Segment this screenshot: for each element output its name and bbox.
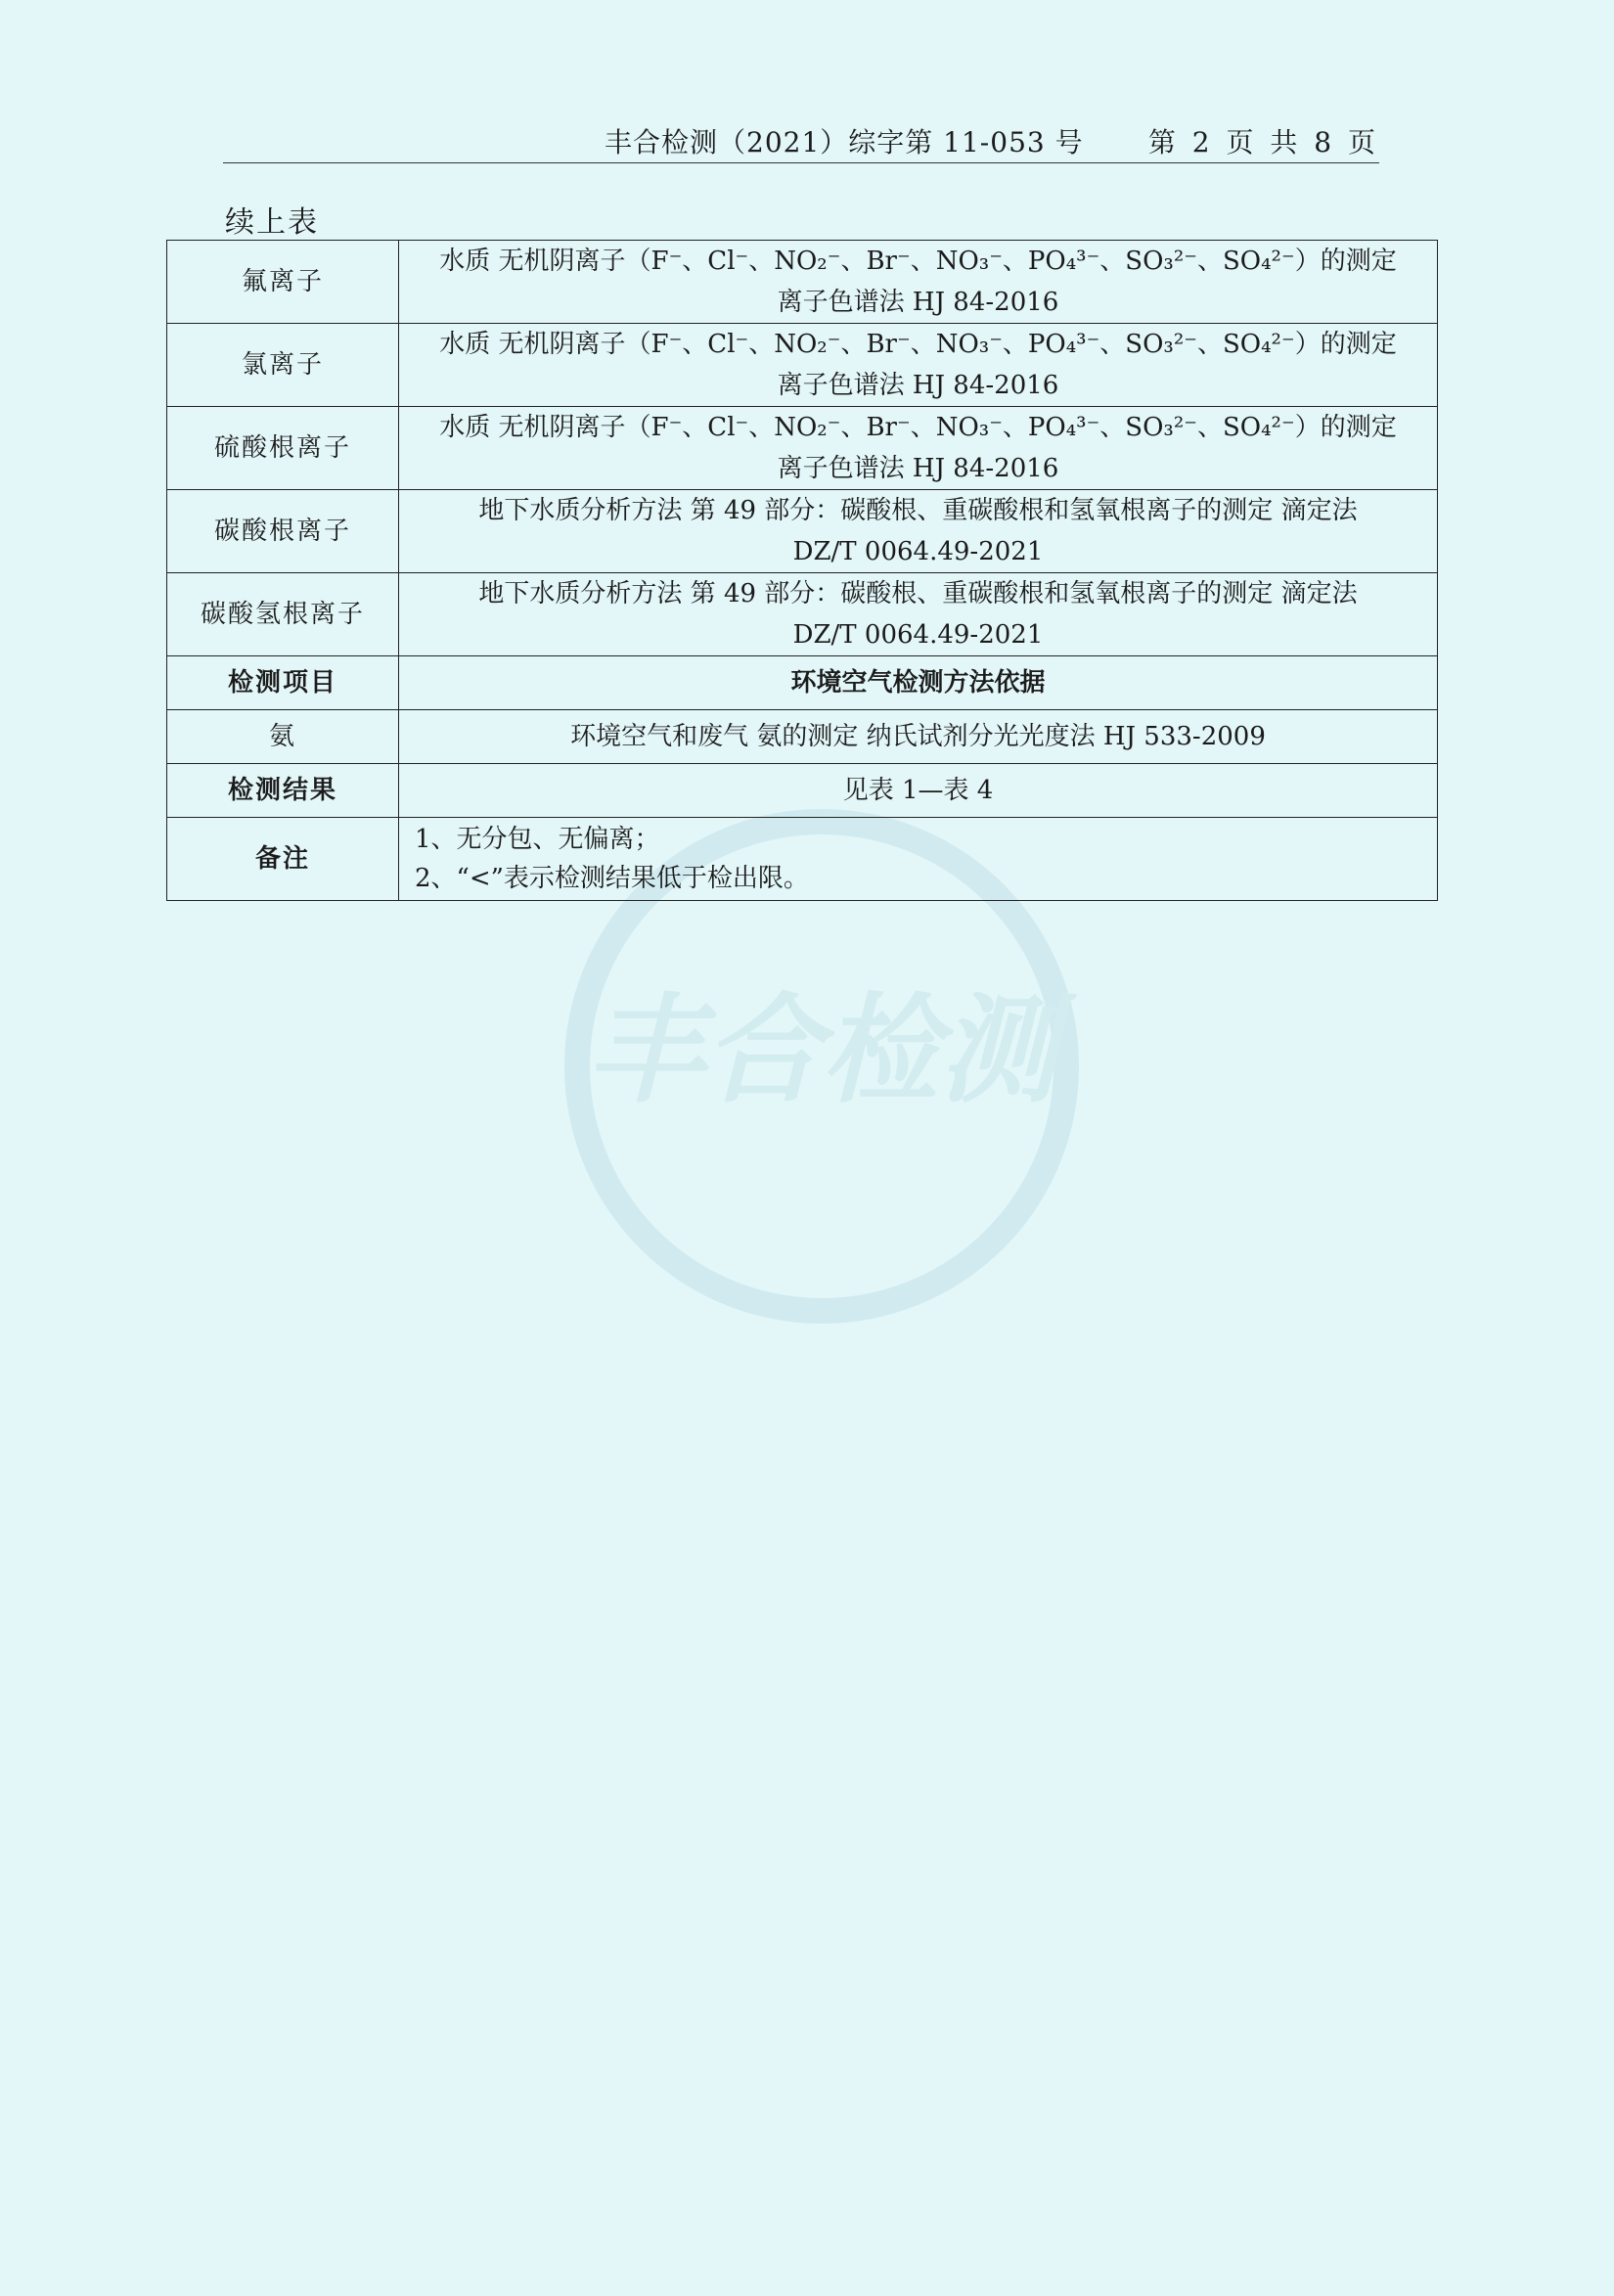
header-method-cell: 环境空气检测方法依据 — [399, 656, 1438, 710]
table-row — [167, 241, 1438, 324]
item-cell: 碳酸根离子 — [167, 490, 399, 573]
item-cell: 硫酸根离子 — [167, 407, 399, 490]
method-line: 离子色谱法 HJ 84-2016 — [777, 371, 1059, 400]
method-cell: 环境空气和废气 氨的测定 纳氏试剂分光光度法 HJ 533-2009 — [399, 710, 1438, 764]
item-cell: 氟离子 — [167, 241, 399, 324]
method-cell — [399, 241, 1438, 324]
method-cell — [399, 573, 1438, 656]
method-cell — [399, 407, 1438, 490]
methods-table — [166, 240, 1438, 901]
table-row — [167, 573, 1438, 656]
item-cell: 氨 — [167, 710, 399, 764]
results-value: 见表 1—表 4 — [399, 764, 1438, 818]
method-line: 地下水质分析方法 第 49 部分：碳酸根、重碳酸根和氢氧根离子的测定 滴定法 — [478, 579, 1358, 608]
method-line: 地下水质分析方法 第 49 部分：碳酸根、重碳酸根和氢氧根离子的测定 滴定法 — [478, 496, 1358, 525]
table-row — [167, 490, 1438, 573]
table-row — [167, 324, 1438, 407]
table-caption: 续上表 — [225, 205, 319, 240]
method-line: 水质 无机阴离子（F⁻、Cl⁻、NO₂⁻、Br⁻、NO₃⁻、PO₄³⁻、SO₃²⁻、SO₄²⁻）的测定 — [439, 247, 1397, 276]
table-row — [167, 710, 1438, 764]
method-line: 离子色谱法 HJ 84-2016 — [777, 454, 1059, 483]
header-item-cell: 检测项目 — [167, 656, 399, 710]
page-number: 第 2 页 共 8 页 — [1147, 126, 1379, 158]
remark-line: 2、“<”表示检测结果低于检出限。 — [415, 864, 809, 893]
watermark-text: 丰合检测 — [587, 983, 1056, 1119]
method-line: 离子色谱法 HJ 84-2016 — [777, 288, 1059, 317]
remarks-content — [399, 818, 1438, 901]
method-cell — [399, 490, 1438, 573]
remarks-label: 备注 — [167, 818, 399, 901]
method-line: DZ/T 0064.49-2021 — [792, 620, 1044, 650]
remarks-row — [167, 818, 1438, 901]
item-cell: 碳酸氢根离子 — [167, 573, 399, 656]
method-cell — [399, 324, 1438, 407]
page-header — [223, 117, 1379, 163]
results-row — [167, 764, 1438, 818]
method-line: DZ/T 0064.49-2021 — [792, 537, 1044, 566]
remark-line: 1、无分包、无偏离； — [415, 825, 660, 854]
item-cell: 氯离子 — [167, 324, 399, 407]
document-number: 丰合检测（2021）综字第 11-053 号 — [605, 126, 1084, 158]
table-row — [167, 407, 1438, 490]
results-label: 检测结果 — [167, 764, 399, 818]
method-line: 水质 无机阴离子（F⁻、Cl⁻、NO₂⁻、Br⁻、NO₃⁻、PO₄³⁻、SO₃²⁻、SO₄²⁻）的测定 — [439, 330, 1397, 359]
method-line: 水质 无机阴离子（F⁻、Cl⁻、NO₂⁻、Br⁻、NO₃⁻、PO₄³⁻、SO₃²⁻、SO₄²⁻）的测定 — [439, 413, 1397, 442]
table-header-row — [167, 656, 1438, 710]
